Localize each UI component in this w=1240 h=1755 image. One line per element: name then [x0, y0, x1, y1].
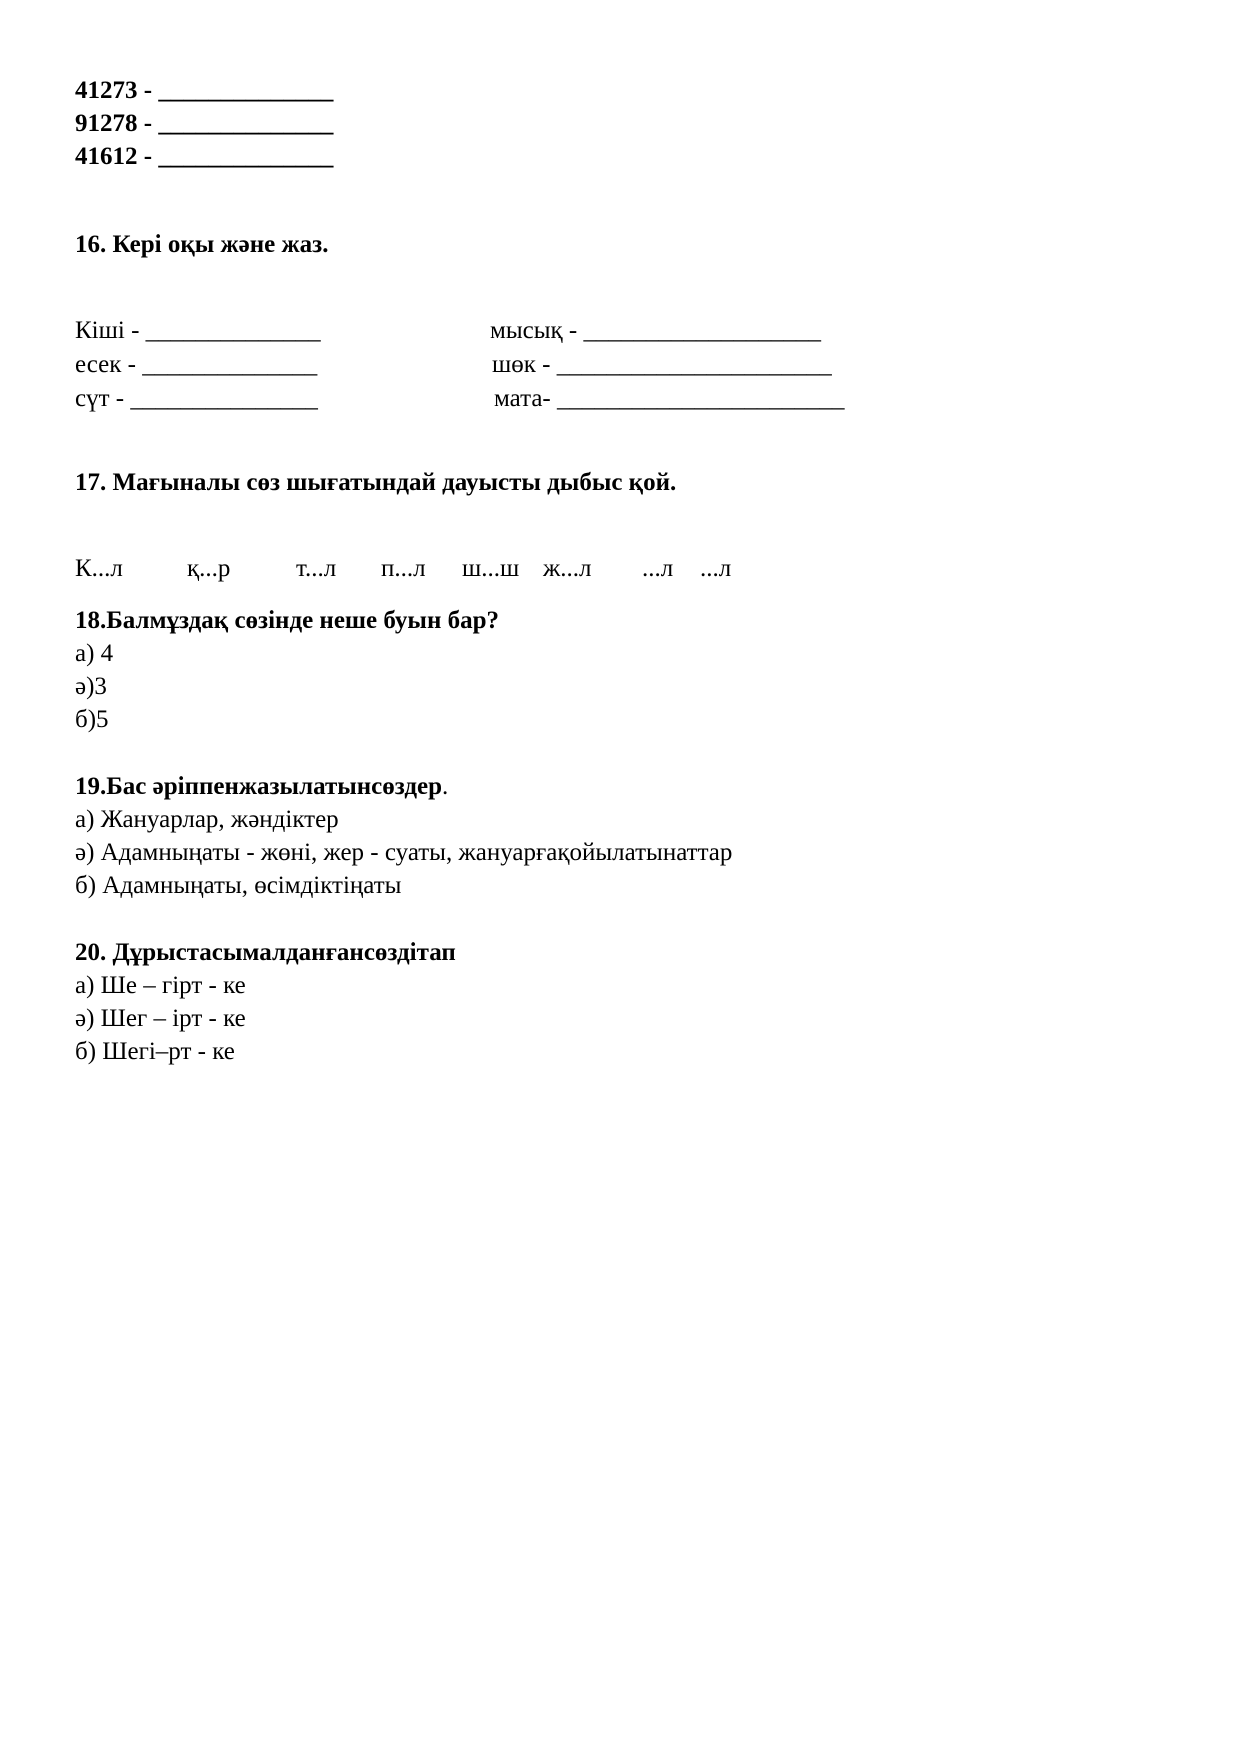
number-line-2: 91278 - ______________ [75, 110, 334, 137]
q17-word-5: ш...ш [462, 555, 520, 582]
question-17-title: 17. Мағыналы сөз шығатындай дауысты дыбыс қой. [75, 469, 677, 496]
question-20-title: 20. Дұрыстасымалданғансөздітап [75, 939, 456, 966]
q19-title-text: 19.Бас әріппенжазылатынсөздер [75, 773, 442, 800]
q16-right-3: мата- _______________________ [494, 385, 845, 412]
q16-right-1: мысық - ___________________ [490, 317, 821, 344]
q20-option-a: а) Ше – гірт - ке [75, 972, 246, 999]
q17-word-8: ...л [700, 555, 732, 582]
q17-word-1: К...л [75, 555, 123, 582]
q19-option-a: а) Жануарлар, жәндіктер [75, 806, 339, 833]
q20-option-ae: ә) Шег – ірт - ке [75, 1005, 246, 1032]
number-line-1: 41273 - ______________ [75, 77, 334, 104]
q17-word-2: қ...р [187, 555, 231, 582]
question-16-title: 16. Кері оқы және жаз. [75, 231, 329, 258]
q16-left-2: есек - ______________ [75, 351, 318, 378]
q16-left-1: Кіші - ______________ [75, 317, 321, 344]
q17-word-6: ж...л [543, 555, 592, 582]
question-18-title: 18.Балмұздақ сөзінде неше буын бар? [75, 607, 500, 634]
question-19-title [75, 770, 448, 804]
q16-right-2: шөк - ______________________ [492, 351, 832, 378]
q17-word-3: т...л [296, 555, 337, 582]
q18-option-a: а) 4 [75, 640, 114, 667]
q18-option-b: б)5 [75, 706, 109, 733]
q17-word-7: ...л [642, 555, 674, 582]
q16-left-3: сүт - _______________ [75, 385, 318, 412]
q19-option-ae: ә) Адамныңаты - жөні, жер - суаты, жануарғақойылатынаттар [75, 839, 733, 866]
q20-option-b: б) Шегі–рт - ке [75, 1038, 235, 1065]
q17-word-4: п...л [381, 555, 426, 582]
number-line-3: 41612 - ______________ [75, 143, 334, 170]
q19-option-b: б) Адамныңаты, өсімдіктіңаты [75, 872, 402, 899]
q19-title-period: . [442, 773, 449, 800]
q18-option-ae: ә)3 [75, 673, 107, 700]
